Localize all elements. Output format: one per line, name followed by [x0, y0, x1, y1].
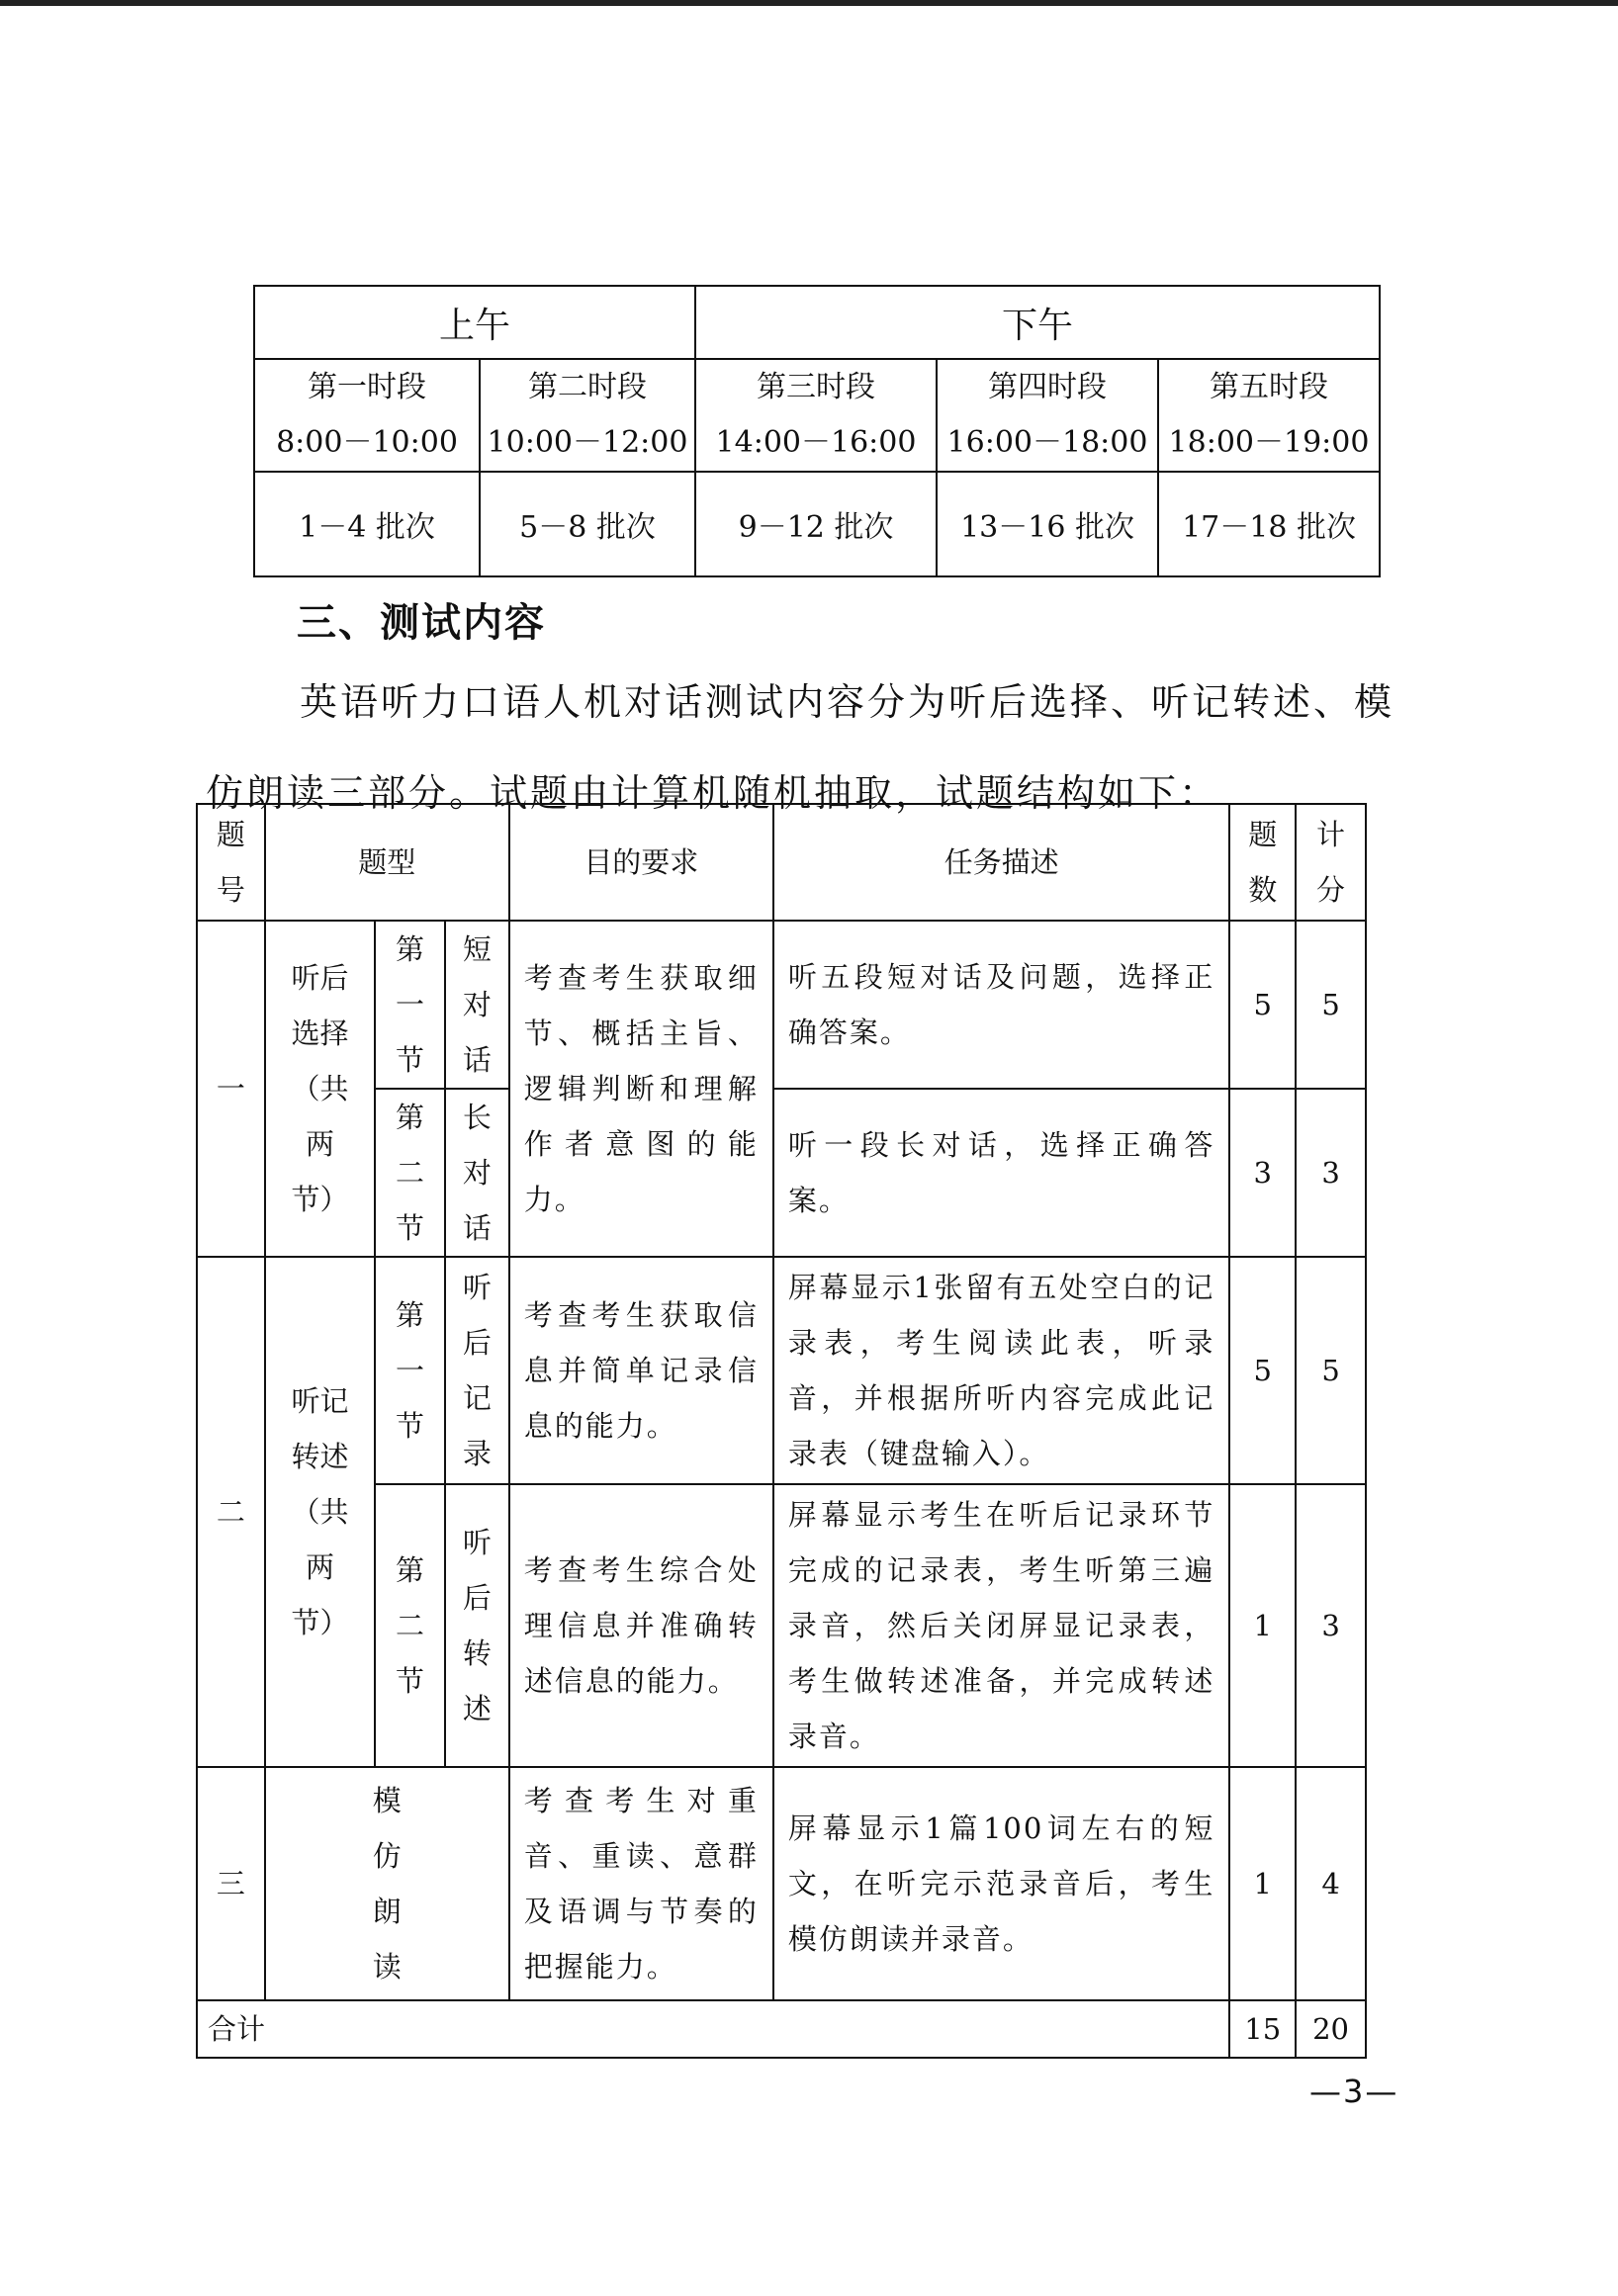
header-count: 题数 — [1229, 804, 1296, 921]
q2-s2-kind: 听后转述 — [445, 1484, 509, 1767]
period-time: 10:00－12:00 — [487, 425, 688, 460]
period-name: 第四时段 — [988, 370, 1108, 404]
batch-cell: 9－12 批次 — [695, 472, 937, 576]
q1-s1-score: 5 — [1296, 921, 1366, 1089]
q2-s1-section: 第一节 — [375, 1257, 445, 1484]
q2-s2-section: 第二节 — [375, 1484, 445, 1767]
intro-paragraph: 英语听力口语人机对话测试内容分为听后选择、听记转述、模仿朗读三部分。试题由计算机随机抽取，试题结构如下： — [206, 680, 1395, 815]
period-name: 第三时段 — [757, 370, 876, 404]
q2-s1-task: 屏幕显示1张留有五处空白的记录表，考生阅读此表，听录音，并根据所听内容完成此记录表（键盘输入）。 — [773, 1257, 1229, 1484]
q2-s1-kind: 听后记录 — [445, 1257, 509, 1484]
period-time: 16:00－18:00 — [946, 425, 1148, 460]
batch-cell: 17－18 批次 — [1158, 472, 1380, 576]
q1-s2-score: 3 — [1296, 1089, 1366, 1257]
q2-s1-count: 5 — [1229, 1257, 1296, 1484]
q1-num: 一 — [197, 921, 265, 1257]
period-time: 18:00－19:00 — [1168, 425, 1370, 460]
period-time: 14:00－16:00 — [715, 425, 917, 460]
period-cell — [254, 359, 480, 472]
q3-task: 屏幕显示1篇100词左右的短文，在听完示范录音后，考生模仿朗读并录音。 — [773, 1767, 1229, 2000]
schedule-table — [253, 285, 1381, 577]
q3-count: 1 — [1229, 1767, 1296, 2000]
q2-type: 听记转述（共两节） — [265, 1257, 375, 1767]
q1-goal: 考查考生获取细节、概括主旨、逻辑判断和理解作者意图的能力。 — [509, 921, 773, 1257]
q1-s1-section: 第一节 — [375, 921, 445, 1089]
morning-header: 上午 — [254, 286, 695, 359]
total-count: 15 — [1229, 2000, 1296, 2058]
header-score: 计分 — [1296, 804, 1366, 921]
q2-s2-score: 3 — [1296, 1484, 1366, 1767]
header-type: 题型 — [265, 804, 509, 921]
q2-s1-score: 5 — [1296, 1257, 1366, 1484]
period-name: 第五时段 — [1210, 370, 1329, 404]
q3-num: 三 — [197, 1767, 265, 2000]
q1-type: 听后选择（共两节） — [265, 921, 375, 1257]
q2-s2-task: 屏幕显示考生在听后记录环节完成的记录表，考生听第三遍录音，然后关闭屏显记录表，考生做转述准备，并完成转述录音。 — [773, 1484, 1229, 1767]
q1-s1-kind: 短对话 — [445, 921, 509, 1089]
q1-s1-count: 5 — [1229, 921, 1296, 1089]
q1-s2-section: 第二节 — [375, 1089, 445, 1257]
total-label: 合计 — [197, 2000, 1229, 2058]
batch-cell: 13－16 批次 — [937, 472, 1158, 576]
period-cell — [480, 359, 695, 472]
q1-s2-kind: 长对话 — [445, 1089, 509, 1257]
header-num: 题号 — [197, 804, 265, 921]
q1-s2-count: 3 — [1229, 1089, 1296, 1257]
q3-score: 4 — [1296, 1767, 1366, 2000]
header-task: 任务描述 — [773, 804, 1229, 921]
batch-cell: 1－4 批次 — [254, 472, 480, 576]
top-border-line — [0, 0, 1618, 6]
period-time: 8:00－10:00 — [276, 425, 458, 460]
q3-type: 模仿朗读 — [265, 1767, 509, 2000]
q3-goal: 考查考生对重音、重读、意群及语调与节奏的把握能力。 — [509, 1767, 773, 2000]
batch-cell: 5－8 批次 — [480, 472, 695, 576]
q2-s2-goal: 考查考生综合处理信息并准确转述信息的能力。 — [509, 1484, 773, 1767]
total-score: 20 — [1296, 2000, 1366, 2058]
period-name: 第二时段 — [528, 370, 647, 404]
period-cell — [695, 359, 937, 472]
q2-num: 二 — [197, 1257, 265, 1767]
test-structure-table — [196, 803, 1367, 2059]
q1-s2-task: 听一段长对话，选择正确答案。 — [773, 1089, 1229, 1257]
period-cell — [937, 359, 1158, 472]
period-name: 第一时段 — [308, 370, 426, 404]
q2-s2-count: 1 — [1229, 1484, 1296, 1767]
afternoon-header: 下午 — [695, 286, 1380, 359]
q1-s1-task: 听五段短对话及问题，选择正确答案。 — [773, 921, 1229, 1089]
header-goal: 目的要求 — [509, 804, 773, 921]
q2-s1-goal: 考查考生获取信息并简单记录信息的能力。 — [509, 1257, 773, 1484]
period-cell — [1158, 359, 1380, 472]
page-number: —3— — [1309, 2073, 1399, 2110]
section-heading: 三、测试内容 — [297, 600, 546, 646]
